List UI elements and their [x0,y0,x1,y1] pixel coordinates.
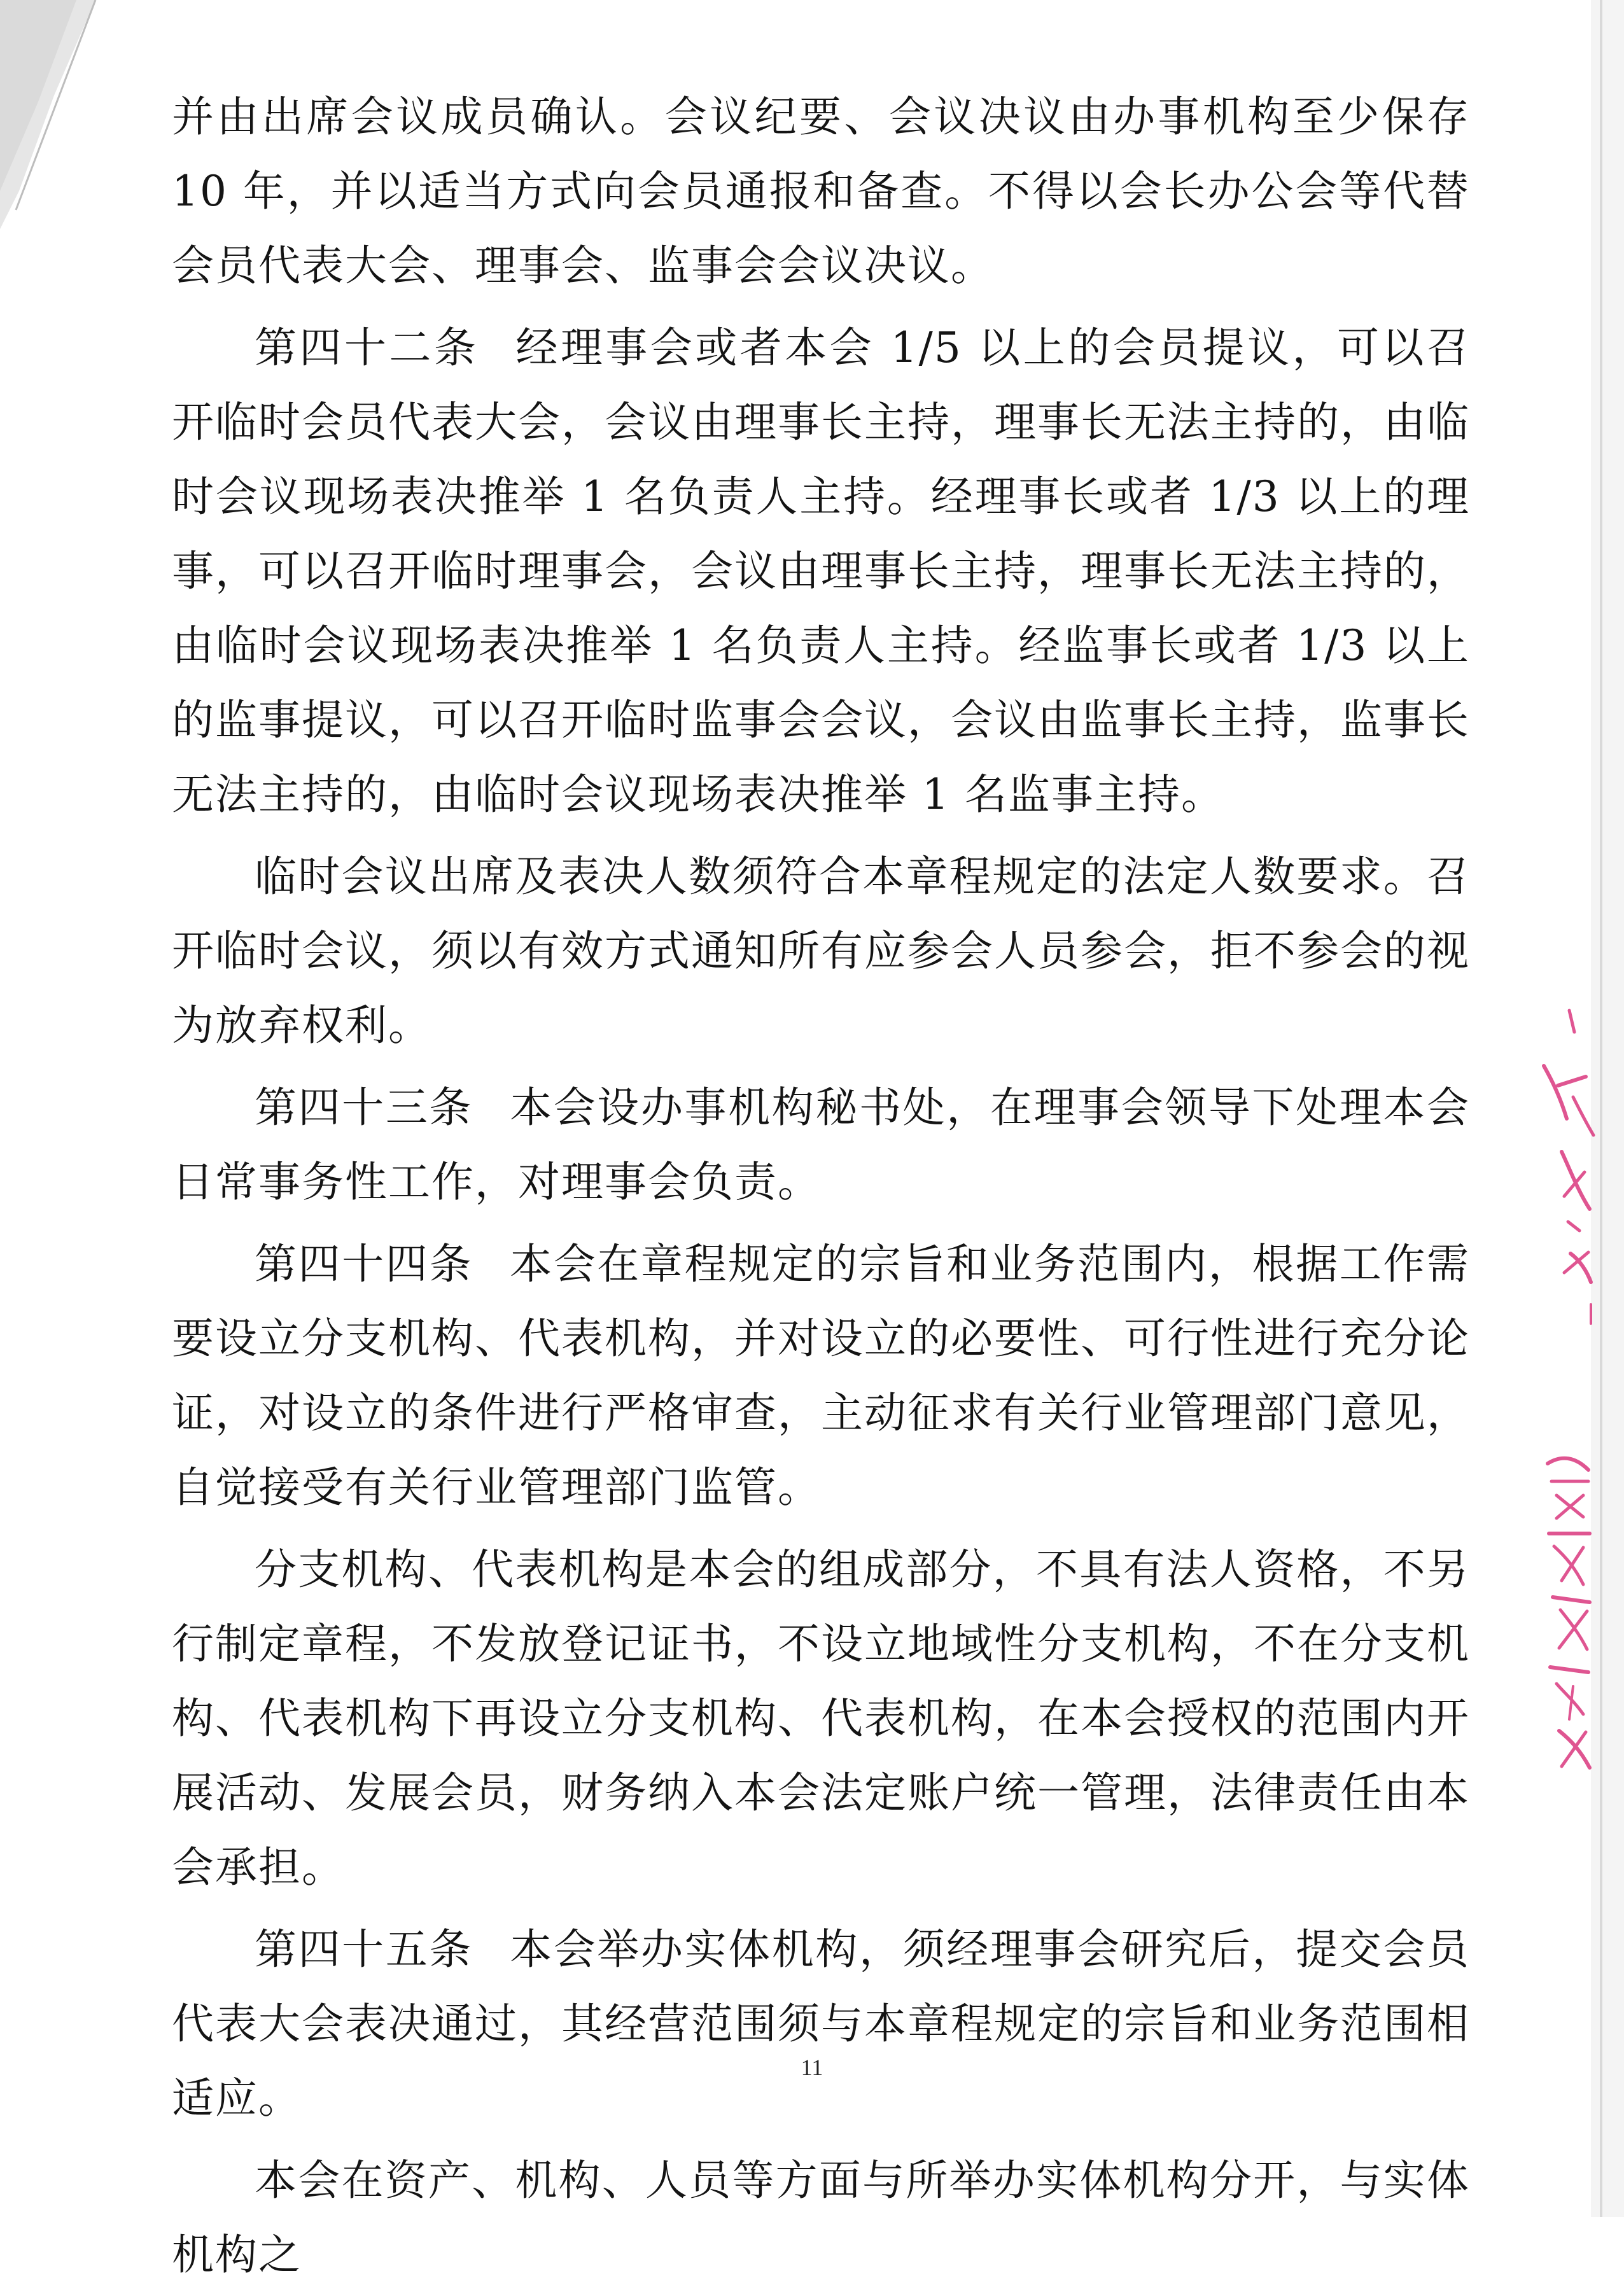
page-number: 11 [801,2055,823,2080]
temporary-meeting-text: 临时会议出席及表决人数须符合本章程规定的法定人数要求。召开临时会议，须以有效方式通知所有应参会人员参会，拒不参会的视为放弃权利。 [172,852,1470,1050]
entity-separation-paragraph [172,2143,1470,2292]
article-42-heading: 第四十二条 [255,323,479,372]
article-45-heading: 第四十五条 [255,1925,473,1974]
article-44-text: 本会在章程规定的宗旨和业务范围内，根据工作需要设立分支机构、代表机构，并对设立的必要性、可行性进行充分论证，对设立的条件进行严格审查，主动征求有关行业管理部门意见，自觉接受有关行业管理部门监管。 [172,1240,1471,1512]
article-42-text: 经理事会或者本会 1/5 以上的会员提议，可以召开临时会员代表大会，会议由理事长主持，理事长无法主持的，由临时会议现场表决推举 1 名负责人主持。经理事长或者 1/3 以上的理事，可以召开临时理事会，会议由理事长主持，理事长无法主持的，由临时会议现场表决推举 1 名负责人主持。经监事长或者 1/3 以上的监事提议，可以召开临时监事会会议，会议由监事长主持，监事长无法主持的，由临时会议现场表决推举 1 名监事主持。 [172,323,1471,819]
entity-separation-text: 本会在资产、机构、人员等方面与所举办实体机构分开，与实体机构之 [172,2156,1470,2279]
article-45-paragraph [172,1912,1470,2135]
red-seal-stamp [1495,1005,1604,1801]
article-44-paragraph [172,1227,1470,1525]
paragraph-1 [172,80,1470,303]
article-42-paragraph [172,311,1470,832]
article-45-text: 本会举办实体机构，须经理事会研究后，提交会员代表大会表决通过，其经营范围须与本章程规定的宗旨和业务范围相适应。 [172,1925,1471,2123]
branch-institution-paragraph [172,1532,1470,1904]
temporary-meeting-paragraph [172,839,1470,1063]
article-43-heading: 第四十三条 [255,1083,473,1132]
document-body [172,80,1470,2292]
article-43-paragraph [172,1070,1470,1219]
branch-institution-text: 分支机构、代表机构是本会的组成部分，不具有法人资格，不另行制定章程，不发放登记证书，不设立地域性分支机构，不在分支机构、代表机构下再设立分支机构、代表机构，在本会授权的范围内开展活动、发展会员，财务纳入本会法定账户统一管理，法律责任由本会承担。 [172,1545,1470,1892]
paragraph-1-text: 并由出席会议成员确认。会议纪要、会议决议由办事机构至少保存 10 年，并以适当方式向会员通报和备查。不得以会长办公会等代替会员代表大会、理事会、监事会会议决议。 [172,92,1470,290]
article-44-heading: 第四十四条 [255,1240,473,1289]
article-43-text: 本会设办事机构秘书处，在理事会领导下处理本会日常事务性工作，对理事会负责。 [172,1083,1471,1206]
